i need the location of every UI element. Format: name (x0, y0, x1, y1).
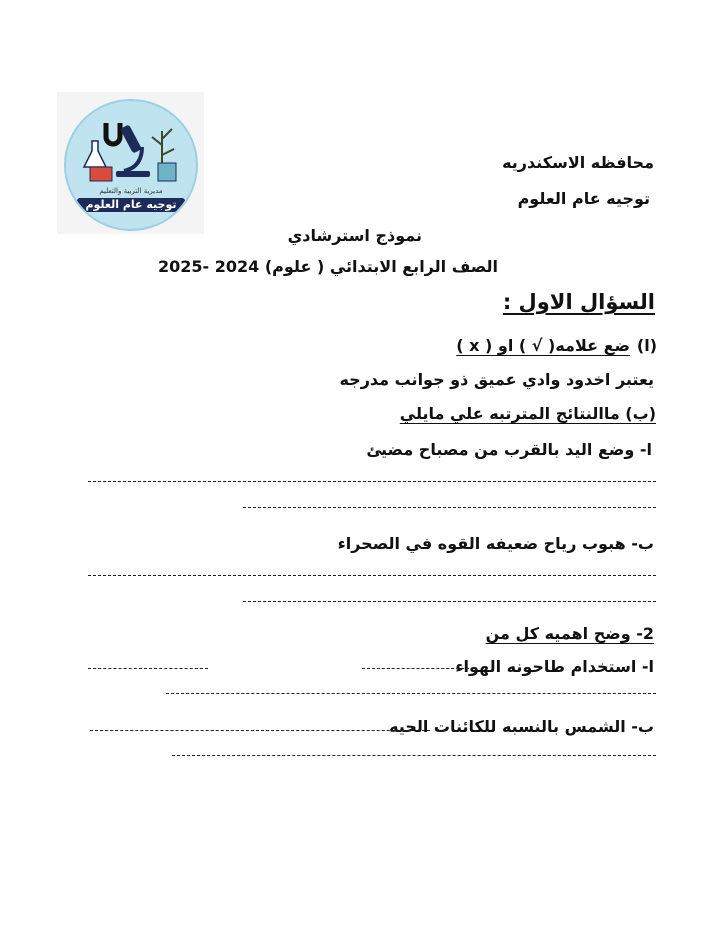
department-text: توجيه عام العلوم (517, 189, 650, 208)
part-b-instruction: (ب) ماالنتائج المترتبه علي مايلي (399, 404, 656, 423)
q2-item-b-text: ب- الشمس بالنسبه للكائنات الحيه (389, 717, 654, 736)
part-a-label: (ا) (636, 336, 657, 355)
governorate-text: محافظه الاسكندريه (502, 153, 654, 172)
question2-title: 2- وضح اهميه كل من (485, 624, 654, 643)
model-title: نموذج استرشادي (287, 226, 422, 245)
answer-line (243, 601, 656, 602)
logo-banner (72, 185, 190, 215)
answer-line (243, 507, 656, 508)
q2-item-a-text: ا- استخدام طاحونه الهواء (455, 657, 654, 676)
logo-circle (64, 99, 198, 231)
question1-title: السؤال الاول : (502, 290, 655, 314)
answer-line (88, 481, 656, 482)
statement-text: يعتبر اخدود وادي عميق ذو جوانب مدرجه (339, 370, 654, 389)
answer-line (172, 755, 656, 756)
part-a-instruction: ضع علامه( √ ) او ( x ) (456, 336, 630, 355)
answer-line (88, 668, 208, 669)
answer-line (90, 730, 430, 731)
logo-title: توجيه عام العلوم (77, 198, 184, 212)
answer-line (88, 575, 656, 576)
logo (57, 92, 204, 234)
item-b-text: ب- هبوب رياح ضعيفه القوه في الصحراء (337, 534, 654, 553)
answer-line (362, 668, 474, 669)
item-a-text: ا- وضع اليد بالقرب من مصباح مضيئ (366, 440, 652, 459)
logo-subtitle: مديرية التربية والتعليم (99, 187, 163, 195)
answer-line (166, 693, 656, 694)
grade-title: الصف الرابع الابتدائي ( علوم) 2024 -2025 (157, 257, 498, 276)
